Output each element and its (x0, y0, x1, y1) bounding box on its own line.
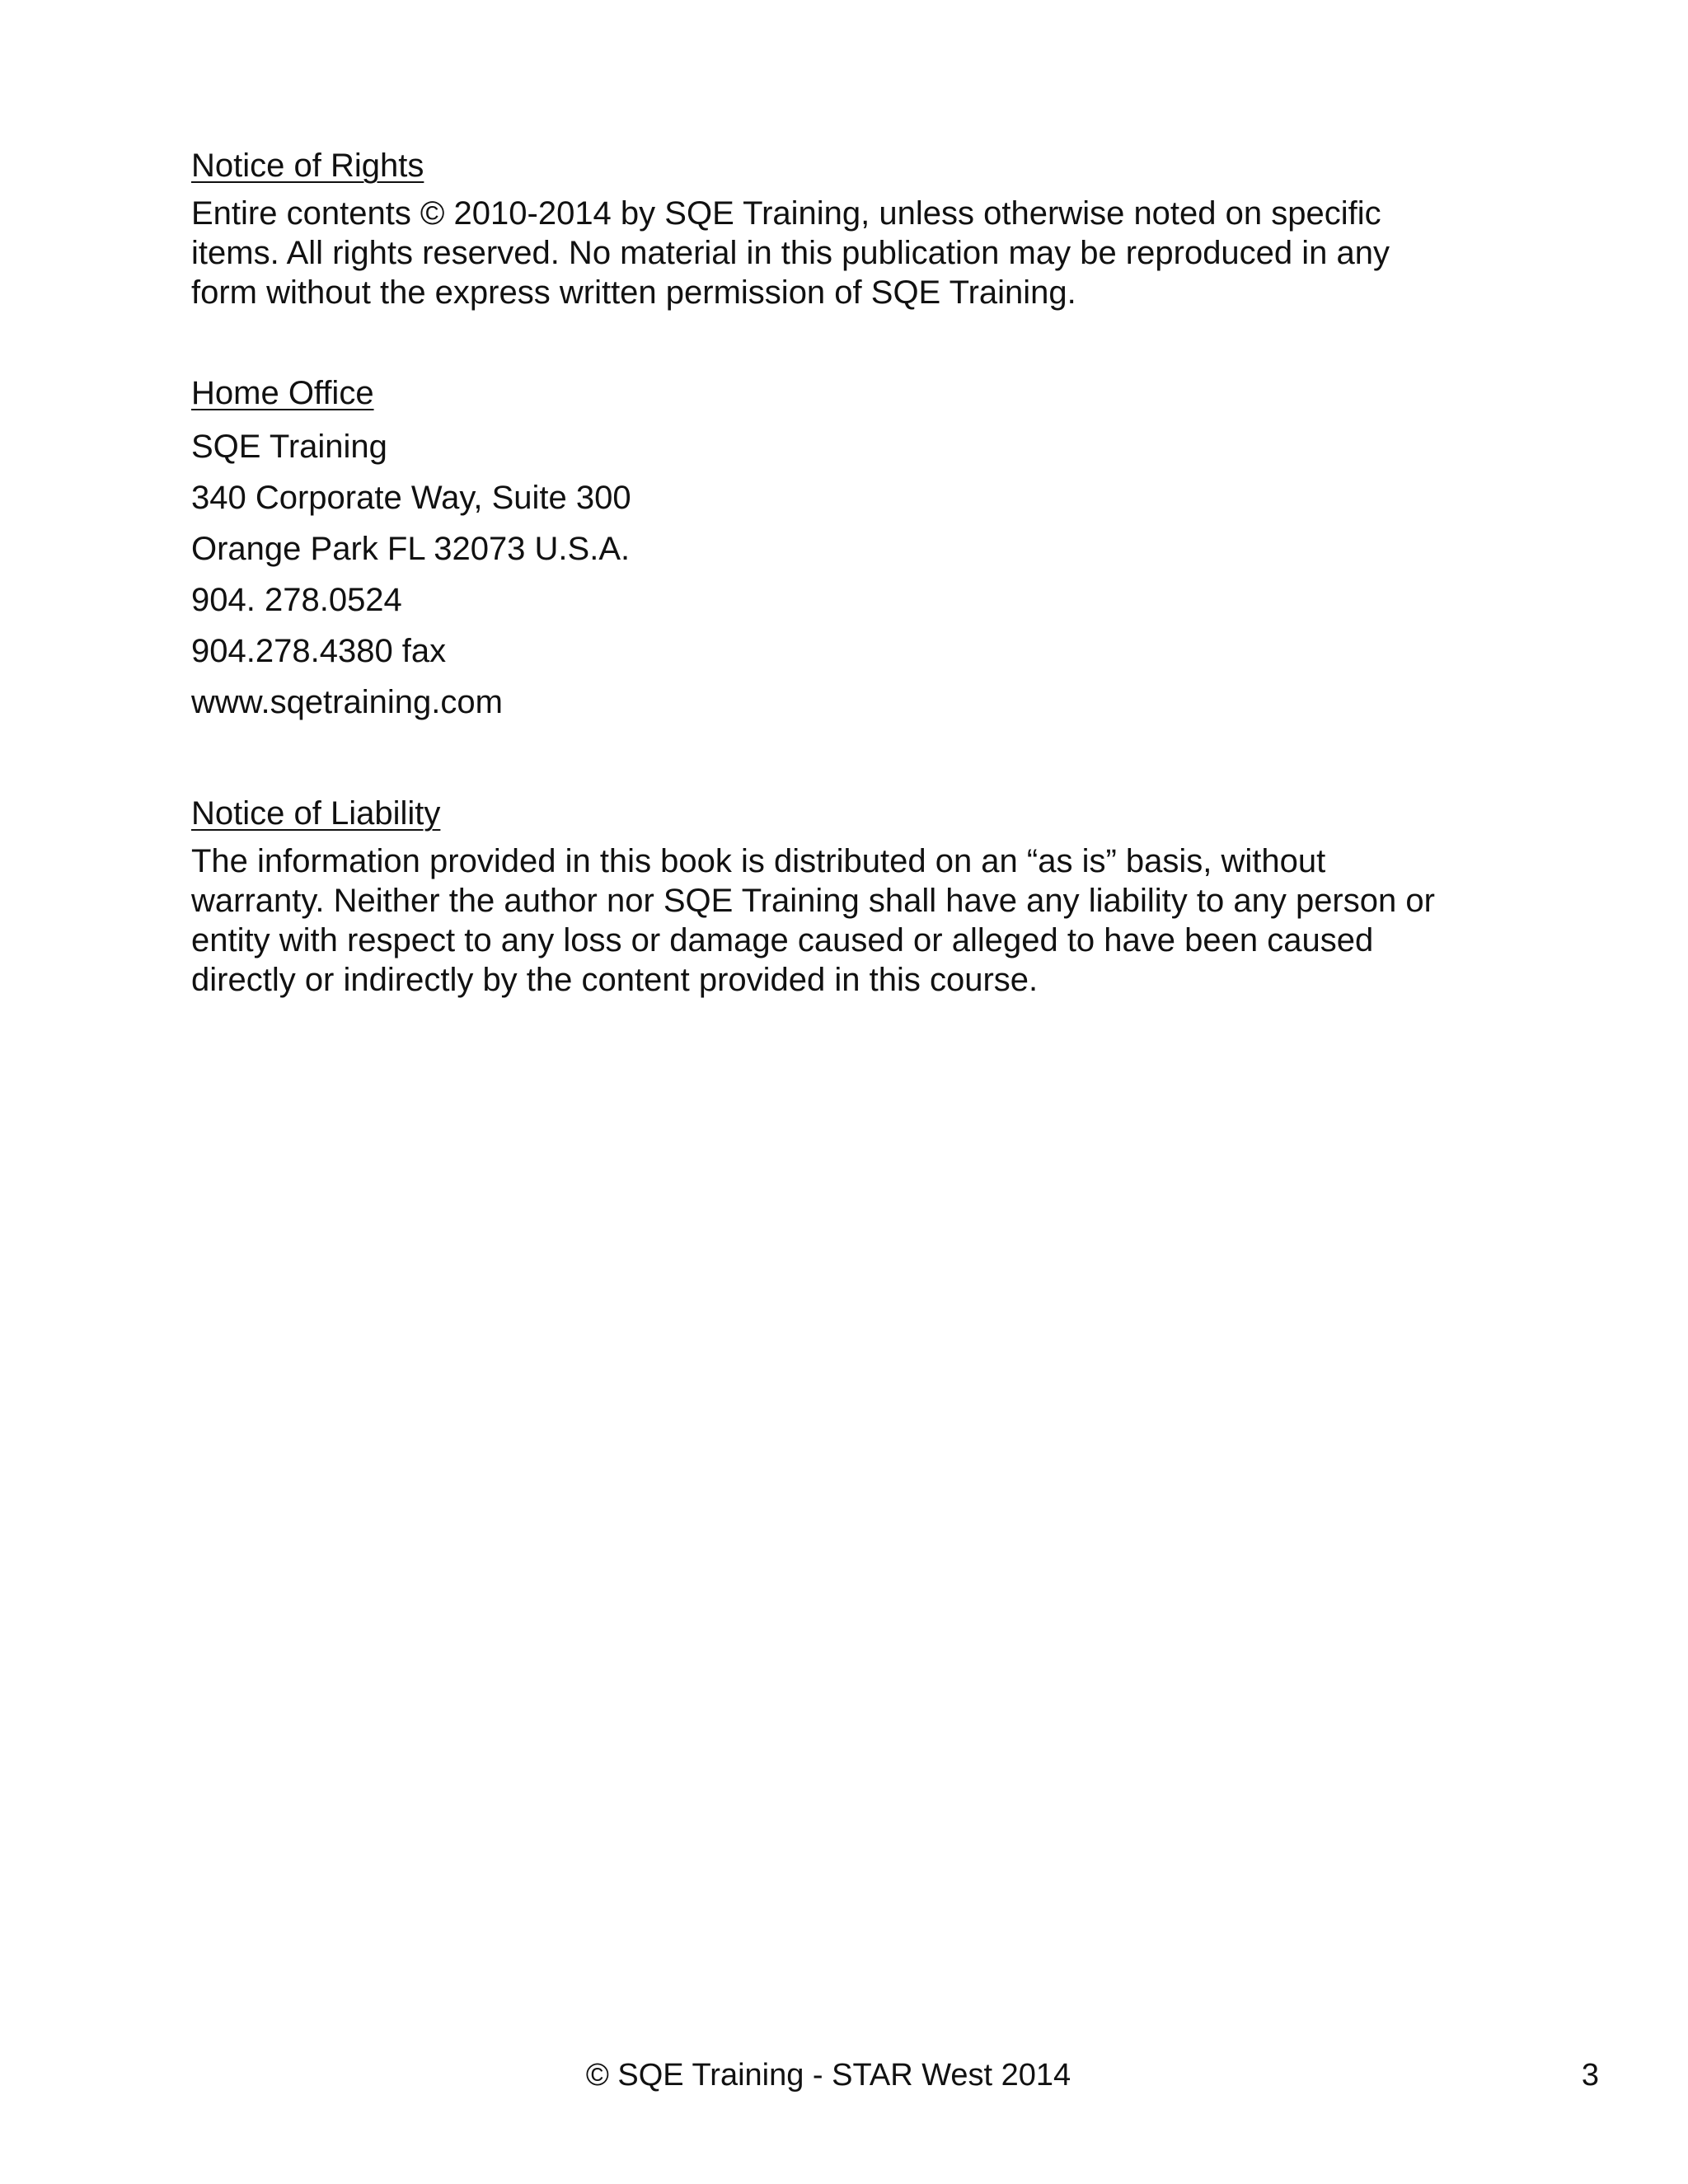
phone-number: 904. 278.0524 (191, 582, 402, 618)
liability-line: warranty. Neither the author nor SQE Training shall have any liability to any person or (191, 883, 1435, 919)
footer-copyright: © SQE Training - STAR West 2014 (585, 2058, 1071, 2093)
fax-number: 904.278.4380 fax (191, 633, 447, 669)
home-office-heading: Home Office (191, 375, 374, 411)
liability-line: entity with respect to any loss or damage caused or alleged to have been caused (191, 922, 1374, 958)
notice-of-liability-heading: Notice of Liability (191, 795, 441, 832)
rights-line: items. All rights reserved. No material in this publication may be reproduced in any (191, 235, 1390, 271)
page-content (191, 144, 1477, 1000)
liability-line: The information provided in this book is distributed on an “as is” basis, without (191, 843, 1326, 879)
notice-of-liability-section (191, 792, 1477, 1000)
notice-of-rights-section (191, 144, 1477, 312)
city-state-zip: Orange Park FL 32073 U.S.A. (191, 531, 631, 567)
home-office-section (191, 372, 1477, 728)
page-number: 3 (1581, 2058, 1599, 2093)
street-address: 340 Corporate Way, Suite 300 (191, 480, 631, 516)
company-name: SQE Training (191, 429, 387, 465)
rights-line: form without the express written permission of SQE Training. (191, 274, 1076, 311)
rights-line: Entire contents © 2010-2014 by SQE Training, unless otherwise noted on specific (191, 195, 1381, 232)
liability-line: directly or indirectly by the content provided in this course. (191, 962, 1039, 998)
notice-of-rights-heading: Notice of Rights (191, 148, 424, 184)
website-url: www.sqetraining.com (191, 684, 503, 720)
